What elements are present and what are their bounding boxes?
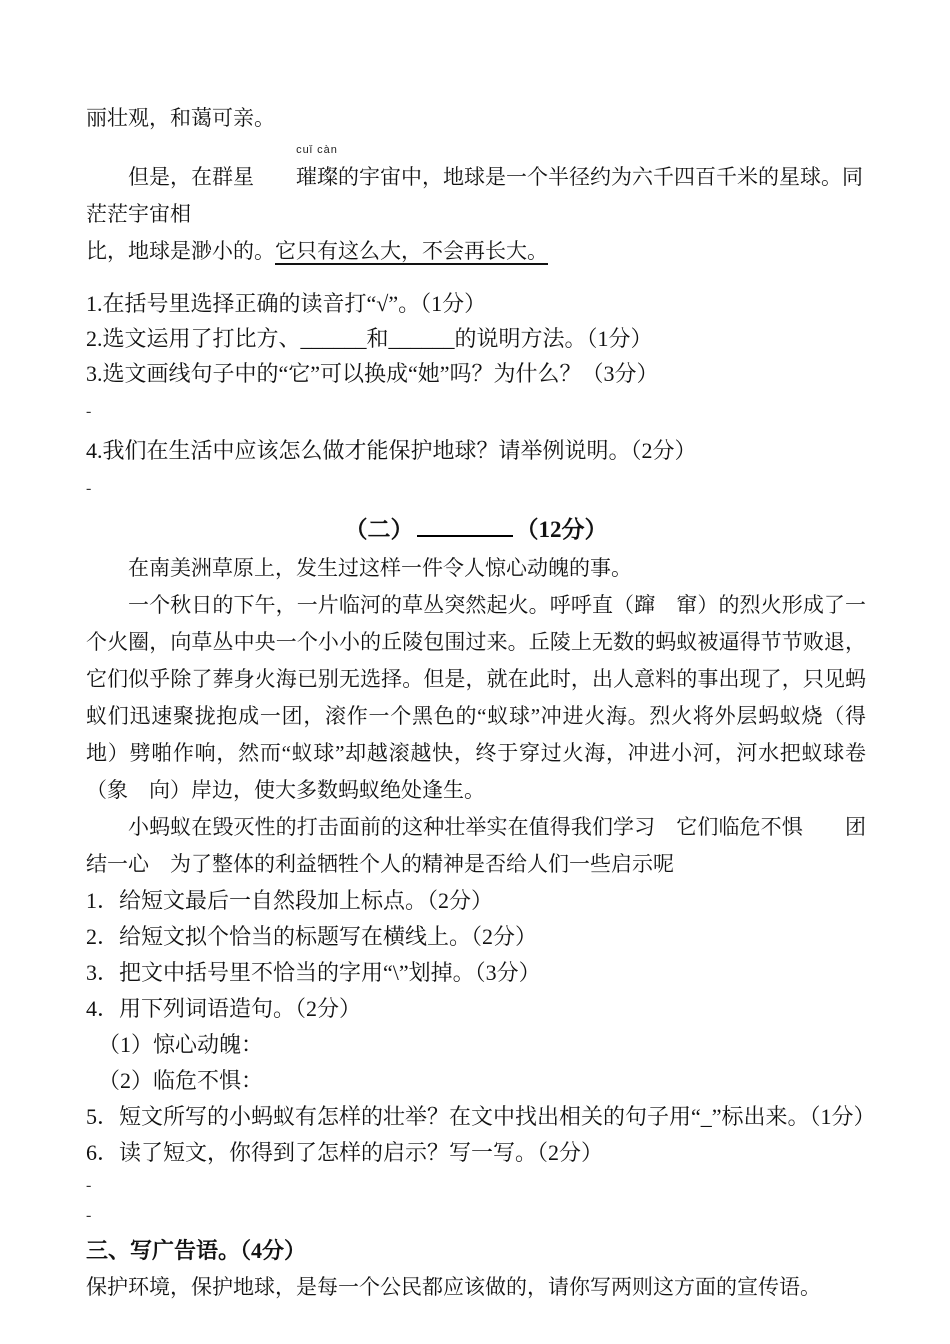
answer-line-dash-2: - xyxy=(86,480,92,497)
passage2-paragraph-1: 在南美洲草原上，发生过这样一件令人惊心动魄的事。 xyxy=(128,556,632,580)
passage1-tail-line: 丽壮观，和蔼可亲。 xyxy=(86,106,275,130)
passage2-paragraph-3: 小蚂蚁在毁灭性的打击面前的这种壮举实在值得我们学习 它们临危不惧 团结一心 为了整体的利益牺牲个人的精神是否给人们一些启示呢 xyxy=(86,815,866,876)
section2-score: （12分） xyxy=(515,517,608,542)
passage1-line2 xyxy=(86,233,866,270)
section1-question-4: 4.我们在生活中应该怎么做才能保护地球？请举例说明。（2分） xyxy=(86,438,697,463)
section2-label: （二） xyxy=(344,517,414,542)
section2-question-5: 5．短文所写的小蚂蚁有怎样的壮举？在文中找出相关的句子用“_”标出来。（1分） xyxy=(86,1104,876,1129)
section2-question-3: 3．把文中括号里不恰当的字用“\”划掉。（3分） xyxy=(86,960,541,985)
section3-instruction: 保护环境，保护地球，是每一个公民都应该做的，请你写两则这方面的宣传语。 xyxy=(86,1275,821,1299)
section2-question-1: 1．给短文最后一自然段加上标点。（2分） xyxy=(86,888,494,913)
pinyin-annotation: cuǐ càn xyxy=(296,144,338,156)
section2-title-blank xyxy=(417,514,513,537)
answer-line-dash-3: - xyxy=(86,1177,92,1194)
section1-question-2: 2.选文运用了打比方、______和______的说明方法。（1分） xyxy=(86,326,653,351)
section2-question-4: 4．用下列词语造句。（2分） xyxy=(86,996,362,1021)
passage1-line1 xyxy=(86,144,866,233)
section1-question-1: 1.在括号里选择正确的读音打“√”。（1分） xyxy=(86,291,487,316)
answer-line-dash-1: - xyxy=(86,403,92,420)
section2-question-4-sub-1: （1）惊心动魄： xyxy=(98,1032,264,1057)
passage1-line2-plain: 比，地球是渺小的。 xyxy=(86,239,275,263)
section2-heading xyxy=(86,510,866,550)
section2-question-4-sub-2: （2）临危不惧： xyxy=(98,1068,264,1093)
passage1-underlined-sentence: 它只有这么大，不会再长大。 xyxy=(275,239,548,263)
passage1-line1-pre: 但是，在群星 xyxy=(128,165,254,189)
answer-line-dash-4: - xyxy=(86,1207,92,1224)
passage1-line1-post: 的宇宙中，地球是一个半径约为六千四百千米的星球。同茫茫宇宙相 xyxy=(86,165,863,226)
passage2-paragraph-2: 一个秋日的下午，一片临河的草丛突然起火。呼呼直（蹿 窜）的烈火形成了一个火圈，向草丛中央一个小小的丘陵包围过来。丘陵上无数的蚂蚁被逼得节节败退，它们似乎除了葬身火海已别无选择。但是，就在此时，出人意料的事出现了，只见蚂蚁们迅速聚拢抱成一团，滚作一个黑色的“蚁球”冲进火海。烈火将外层蚂蚁烧（得 地）劈啪作响，然而“蚁球”却越滚越快，终于穿过火海，冲进小河，河水把蚁球卷（象 向）岸边，使大多数蚂蚁绝处逢生。 xyxy=(86,593,887,802)
section3-title: 三、写广告语。（4分） xyxy=(86,1238,307,1263)
section2-question-6: 6．读了短文，你得到了怎样的启示？写一写。（2分） xyxy=(86,1140,604,1165)
ruby-word xyxy=(254,144,338,196)
section2-question-2: 2．给短文拟个恰当的标题写在横线上。（2分） xyxy=(86,924,538,949)
ruby-base-word: 璀璨 xyxy=(296,165,338,189)
section1-question-3: 3.选文画线句子中的“它”可以换成“她”吗？为什么？（3分） xyxy=(86,361,659,386)
